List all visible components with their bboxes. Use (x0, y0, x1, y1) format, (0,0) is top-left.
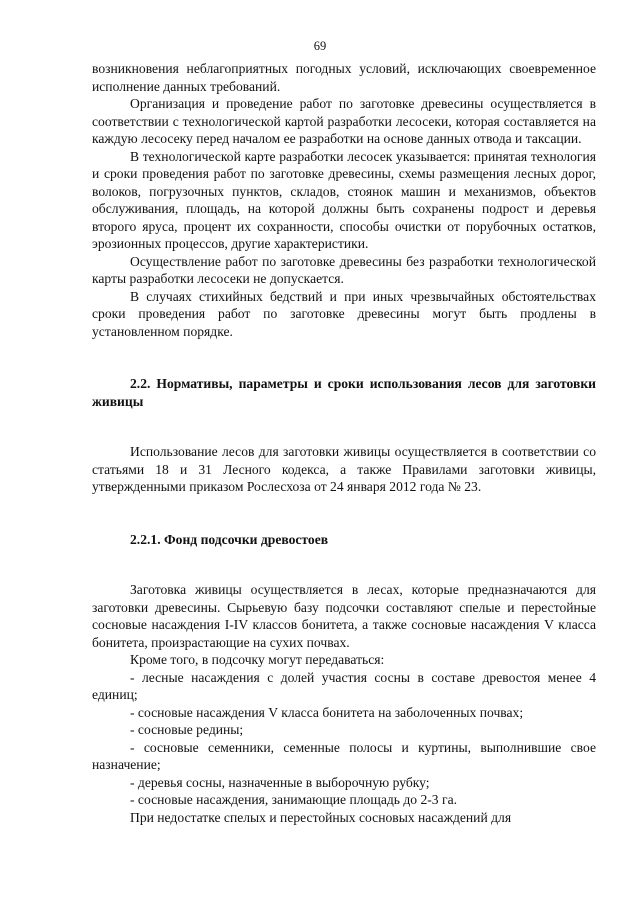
paragraph-may-transfer: Кроме того, в подсочку могут передаваться: (130, 652, 385, 667)
list-item: - сосновые насаждения, занимающие площадь до 2-3 га. (130, 792, 458, 807)
paragraph-extension: В случаях стихийных бедствий и при иных чрезвычайных обстоятельствах сроки проведения работ по заготовке древесины могут быть продлены в установленном порядке. (92, 288, 596, 339)
section-heading-2-2-1: 2.2.1. Фонд подсочки древостоев (130, 531, 329, 547)
paragraph-continuation: возникновения неблагоприятных погодных условий, исключающих своевременное исполнение данных требований. (92, 61, 596, 94)
paragraph-technological-map: Организация и проведение работ по заготовке древесины осуществляется в соответствии с технологической картой разработки лесосеки, которая составляется на каждую лесосеку перед началом ее разработки на основе данных отвода и таксации. (92, 96, 596, 146)
list-item: - лесные насаждения с долей участия сосны в составе древостоя менее 4 единиц; (92, 669, 596, 702)
paragraph-resin-harvest: Заготовка живицы осуществляется в лесах, которые предназначаются для заготовки древесины. Сырьевую базу подсочки составляют спелые и перестойные сосновые насаждения I-IV классов бонитета, а также сосновые насаждения V класса бонитета, произрастающие на сухих почвах. (92, 582, 596, 650)
list-item: - деревья сосны, назначенные в выборочную рубку; (130, 774, 430, 790)
section-heading-2-2: 2.2. Нормативы, параметры и сроки использования лесов для заготовки живицы (92, 376, 596, 409)
list-item: - сосновые семенники, семенные полосы и куртины, выполнившие свое назначение; (92, 739, 596, 772)
paragraph-resin-usage: Использование лесов для заготовки живицы осуществляется в соответствии со статьями 18 и 31 Лесного кодекса, а также Правилами заготовки живицы, утвержденными приказом Рослесхоза от 24 января 2012 года № 23. (92, 444, 596, 494)
spacer (92, 410, 596, 443)
spacer (92, 548, 596, 581)
paragraph-shortage: При недостатке спелых и перестойных сосновых насаждений для (130, 809, 512, 825)
page-number: 69 (313, 39, 327, 53)
spacer (92, 340, 596, 375)
paragraph-not-allowed: Осуществление работ по заготовке древесины без разработки технологической карты разработки лесосеки не допускается. (92, 253, 596, 286)
list-item: - сосновые редины; (130, 722, 244, 737)
paragraph-map-contents: В технологической карте разработки лесосек указывается: принятая технология и сроки проведения работ по заготовке древесины, схемы размещения лесных дорог, волоков, погрузочных пунктов, складов, стоянок машин и механизмов, объектов обслуживания, площадь, на которой должны быть сохранены подрост и деревья второго яруса, процент их сохранности, способы очистки от порубочных остатков, эрозионных процессов, другие характеристики. (92, 148, 596, 251)
list-item: - сосновые насаждения V класса бонитета на заболоченных почвах; (130, 704, 524, 720)
spacer (92, 496, 596, 531)
page-content (92, 60, 596, 826)
